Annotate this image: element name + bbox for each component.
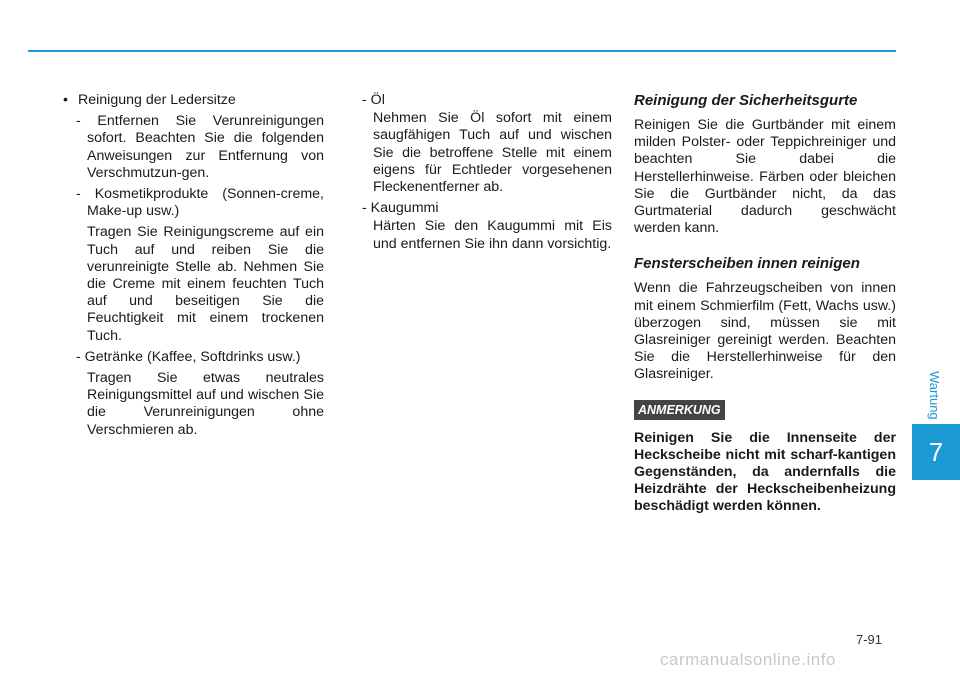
dash-item: - Kaugummi: [362, 200, 439, 217]
item-body: Härten Sie den Kaugummi mit Eis und entfernen Sie ihn dann vorsichtig.: [373, 218, 612, 252]
bullet-leather-seats: • Reinigung der Ledersitze: [62, 92, 324, 109]
column-1: [62, 92, 324, 439]
header-rule: [28, 50, 896, 52]
paragraph-windows: Wenn die Fahrzeugscheiben von innen mit einem Schmierfilm (Fett, Wachs usw.) überzogen sind, müssen sie mit Glasreiniger gereinigt werden. Beachten Sie die Herstellerhinweise für den Glasreiniger.: [634, 280, 896, 383]
heading-seatbelts: Reinigung der Sicherheitsgurte: [634, 92, 858, 109]
heading-windows: Fensterscheiben innen reinigen: [634, 255, 860, 273]
column-3: [634, 92, 896, 516]
page-number: 7-91: [856, 632, 883, 647]
dash-item: - Kosmetikprodukte (Sonnen-creme, Make-up usw.): [76, 186, 324, 220]
column-2: [362, 92, 612, 253]
dash-item: - Getränke (Kaffee, Softdrinks usw.): [76, 348, 301, 365]
note-text: Reinigen Sie die Innenseite der Heckscheibe nicht mit scharf-kantigen Gegenständen, da andernfalls die Heizdrähte der Heckscheibenheizung beschädigt werden können.: [634, 429, 896, 515]
section-label: Wartung: [927, 370, 942, 420]
item-body: Tragen Sie Reinigungscreme auf ein Tuch auf und reiben Sie die verunreinigte Stelle ab. Nehmen Sie die Creme mit einem feuchten Tuch auf und beseitigen Sie die Feuchtigkeit mit einem trockenen Tuch.: [87, 224, 324, 344]
item-body: Tragen Sie etwas neutrales Reinigungsmittel auf und wischen Sie die Verunreinigungen ohne Verschmieren ab.: [87, 370, 324, 438]
item-body: Nehmen Sie Öl sofort mit einem saugfähigen Tuch auf und wischen Sie die betroffene Stelle mit einem eigens für Echtleder vorgesehenen Fleckenentferner ab.: [373, 110, 612, 196]
dash-item: - Entfernen Sie Verunreinigungen sofort. Beachten Sie die folgenden Anweisungen zur Entfernung von Verschmutzun-gen.: [76, 113, 324, 181]
dash-item: - Öl: [362, 92, 385, 108]
paragraph-seatbelts: Reinigen Sie die Gurtbänder mit einem milden Polster- oder Teppichreiniger und beachten Sie dabei die Herstellerhinweise. Färben oder bleichen Sie die Gurtbänder nicht, da das Gurtmaterial dadurch geschwächt werden kann.: [634, 117, 896, 237]
chapter-tab: 7: [912, 424, 960, 480]
watermark: carmanualsonline.info: [660, 650, 836, 669]
note-badge: ANMERKUNG: [634, 400, 725, 420]
